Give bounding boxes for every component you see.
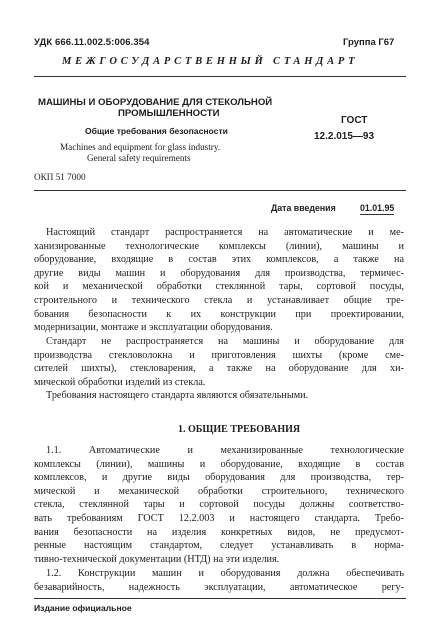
text-line: мической обработки изделий из стекла. bbox=[34, 376, 206, 388]
gost-number: 12.2.015—93 bbox=[314, 131, 375, 142]
title-rule bbox=[34, 190, 406, 191]
text-line: производства стекловолокна и приготовления шихты (кроме сме- bbox=[34, 349, 404, 361]
title-en-line2: General safety requirements bbox=[87, 153, 191, 163]
text-line: мической и механической обработки строительного, технического bbox=[34, 485, 404, 497]
paragraph-scope bbox=[34, 226, 404, 335]
okp-code: ОКП 51 7000 bbox=[34, 172, 86, 182]
title-ru-line1: МАШИНЫ И ОБОРУДОВАНИЕ ДЛЯ СТЕКОЛЬНОЙ bbox=[38, 97, 273, 108]
text-line: строительного и технического стекла и устанавливает общие тре- bbox=[34, 294, 404, 306]
gost-label: ГОСТ bbox=[341, 115, 368, 126]
group-code: Группа Г67 bbox=[343, 37, 395, 48]
title-ru-subtitle: Общие требования безопасности bbox=[85, 126, 228, 136]
text-line: кой и механической обработки стеклянной тары, сортовой посуды, bbox=[34, 281, 404, 293]
text-line: сителей шихты), стекловарения, а также на оборудование для хи- bbox=[34, 363, 404, 375]
header-rule bbox=[34, 76, 406, 77]
text-line: вания безопасности на изделия конкретных видов, не предусмот- bbox=[34, 526, 404, 538]
footer-rule bbox=[34, 598, 406, 599]
text-line: модернизации, монтаже и эксплуатации оборудования. bbox=[34, 322, 273, 334]
text-line: другие виды машин и оборудования для производства, термичес- bbox=[34, 267, 404, 279]
paragraph-mandatory bbox=[34, 389, 404, 403]
standard-banner: МЕЖГОСУДАРСТВЕННЫЙ СТАНДАРТ bbox=[62, 56, 359, 67]
text-line: ренные настоящим стандартом, следует устанавливать в норма- bbox=[34, 540, 404, 552]
title-ru-line2: ПРОМЫШЛЕННОСТИ bbox=[118, 108, 220, 119]
effective-date-value: 01.01.95 bbox=[360, 203, 395, 213]
text-line: Требования настоящего стандарта являются обязательными. bbox=[46, 390, 309, 401]
text-line: стекла, стеклянной тары и сортовой посуды должны соответство- bbox=[34, 499, 404, 511]
udc-code: УДК 666.11.002.5:006.354 bbox=[34, 37, 150, 48]
text-line: Настоящий стандарт распространяется на автоматические и ме- bbox=[46, 227, 404, 238]
text-line: оборудование, входящие в состав этих комплексов, а также на bbox=[34, 254, 404, 266]
text-line: вать требованиям ГОСТ 12.2.003 и настоящего стандарта. Требо- bbox=[34, 512, 404, 524]
paragraph-1-1 bbox=[34, 444, 404, 566]
text-line: ханизированные технологические комплексы (линии), машины и bbox=[34, 240, 404, 252]
text-line: Стандарт не распространяется на машины и оборудование для bbox=[46, 336, 404, 347]
paragraph-1-2 bbox=[34, 567, 404, 594]
official-edition-label: Издание официальное bbox=[34, 603, 132, 613]
title-en-line1: Machines and equipment for glass industry. bbox=[60, 142, 221, 152]
text-line: 1.1. Автоматические и механизированные технологические bbox=[46, 445, 404, 456]
text-line: 1.2. Конструкции машин и оборудования должна обеспечивать bbox=[46, 568, 404, 579]
text-line: тивно-технической документации (НТД) на эти изделия. bbox=[34, 553, 280, 565]
effective-date-label: Дата введения bbox=[271, 203, 336, 213]
paragraph-exclusions bbox=[34, 335, 404, 389]
section-heading: 1. ОБЩИЕ ТРЕБОВАНИЯ bbox=[178, 424, 301, 435]
text-line: комплексы (линии), машины и оборудование, входящие в состав bbox=[34, 458, 404, 470]
text-line: комплексов, и другие виды оборудования для производства, тер- bbox=[34, 472, 404, 484]
text-line: бования безопасности к их конструкции при проектировании, bbox=[34, 308, 404, 320]
text-line: безаварийность, надежность эксплуатации, автоматическое регу- bbox=[34, 581, 404, 593]
